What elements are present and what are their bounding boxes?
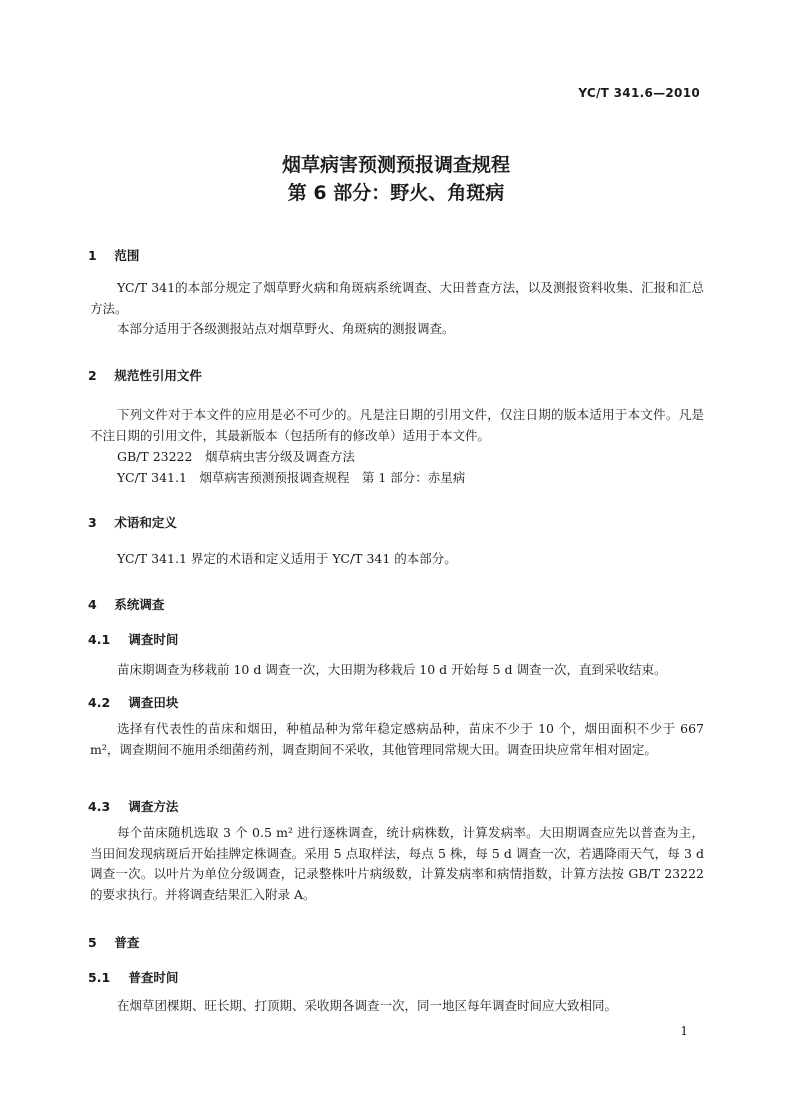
- normative-reference-1: GB/T 23222 烟草病虫害分级及调查方法: [117, 449, 355, 464]
- section-4-2-paragraph: 选择有代表性的苗床和烟田，种植品种为常年稳定感病品种，苗床不少于 10 个，烟田面积不少于 667 m²，调查期间不施用杀细菌药剂，调查期间不采收，其他管理同常规大田。调查田块应常年相对固定。: [90, 721, 704, 757]
- section-3-heading: [88, 513, 177, 531]
- section-title: 调查时间: [128, 632, 179, 647]
- section-4-heading: [88, 595, 164, 613]
- section-title: 范围: [114, 248, 140, 263]
- section-number: 5: [88, 935, 97, 950]
- section-number: 4.3: [88, 799, 111, 814]
- section-4-1-heading: [88, 630, 178, 648]
- section-4-3-paragraph: 每个苗床随机选取 3 个 0.5 m² 进行逐株调查，统计病株数，计算发病率。大田期调查应先以普查为主，当田间发现病斑后开始挂牌定株调查。采用 5 点取样法，每点 5 株，每 5 d 调查一次，若遇降雨天气，每 3 d 调查一次。以叶片为单位分级调查，记录整株叶片病级数，计算发病率和病情指数，计算方法按 GB/T 23222 的要求执行。并将调查结果汇入附录 A。: [90, 825, 704, 902]
- section-1-paragraph-2: 本部分适用于各级测报站点对烟草野火、角斑病的测报调查。: [117, 321, 455, 336]
- document-code: YC/T 341.6—2010: [578, 86, 700, 100]
- document-title: 烟草病害预测预报调查规程: [281, 154, 510, 176]
- section-title: 规范性引用文件: [114, 368, 202, 383]
- section-4-2-heading: [88, 693, 178, 711]
- section-number: 1: [88, 248, 97, 263]
- section-5-heading: [88, 933, 139, 951]
- section-5-1-heading: [88, 968, 178, 986]
- section-title: 调查方法: [128, 799, 179, 814]
- document-subtitle: 第 6 部分：野火、角斑病: [287, 182, 505, 204]
- section-number: 4.1: [88, 632, 111, 647]
- section-4-1-paragraph: 苗床期调查为移栽前 10 d 调查一次，大田期为移栽后 10 d 开始每 5 d 调查一次，直到采收结束。: [117, 662, 667, 677]
- section-1-heading: [88, 246, 139, 264]
- section-title: 调查田块: [128, 695, 179, 710]
- section-title: 普查: [114, 935, 140, 950]
- section-number: 4: [88, 597, 97, 612]
- section-number: 5.1: [88, 970, 111, 985]
- section-2-paragraph-1: 下列文件对于本文件的应用是必不可少的。凡是注日期的引用文件，仅注日期的版本适用于本文件。凡是不注日期的引用文件，其最新版本（包括所有的修改单）适用于本文件。: [90, 407, 704, 443]
- section-5-1-paragraph: 在烟草团棵期、旺长期、打顶期、采收期各调查一次，同一地区每年调查时间应大致相同。: [117, 998, 618, 1013]
- normative-reference-2: YC/T 341.1 烟草病害预测预报调查规程 第 1 部分：赤星病: [117, 470, 466, 485]
- section-title: 普查时间: [128, 970, 179, 985]
- section-3-paragraph-1: YC/T 341.1 界定的术语和定义适用于 YC/T 341 的本部分。: [117, 551, 457, 566]
- section-1-paragraph-1: YC/T 341的本部分规定了烟草野火病和角斑病系统调查、大田普查方法，以及测报资料收集、汇报和汇总方法。: [90, 280, 704, 316]
- section-2-heading: [88, 366, 202, 384]
- section-title: 术语和定义: [114, 515, 177, 530]
- section-number: 4.2: [88, 695, 111, 710]
- page-number: 1: [680, 1024, 688, 1038]
- section-number: 3: [88, 515, 97, 530]
- section-4-3-heading: [88, 797, 178, 815]
- section-title: 系统调查: [114, 597, 165, 612]
- section-number: 2: [88, 368, 97, 383]
